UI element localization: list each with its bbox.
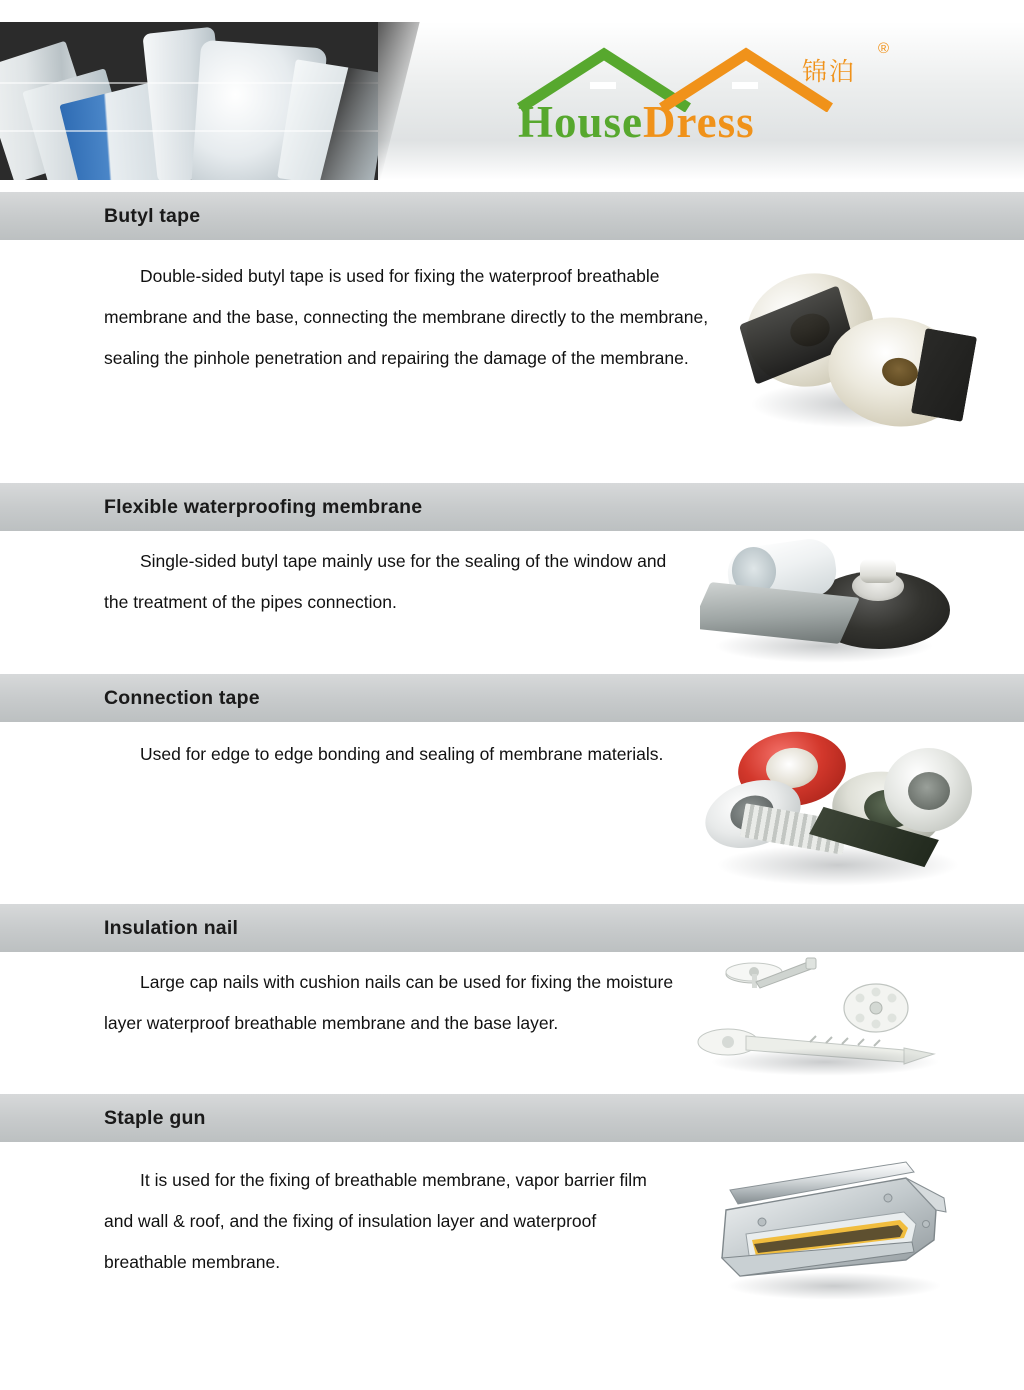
tape-roll-core <box>908 772 950 810</box>
pipe-collar-top <box>860 559 896 583</box>
section-body-butyl-tape <box>0 240 1024 483</box>
registered-trademark-icon: ® <box>878 40 890 57</box>
membrane-roll <box>277 59 378 180</box>
staple-gun-image <box>700 1154 980 1304</box>
section-body-staple-gun <box>0 1142 1024 1332</box>
logo-chinese-text: 锦泊 <box>802 57 857 86</box>
section-paragraph: Single-sided butyl tape mainly use for the sealing of the window and the treatment of the pipes connection. <box>104 551 667 612</box>
flexible-waterproofing-membrane-image <box>700 537 950 667</box>
photo-divider-line <box>0 130 378 132</box>
section-paragraph: It is used for the fixing of breathable membrane, vapor barrier film and wall & roof, and the fixing of insulation layer and waterproof breathable membrane. <box>104 1170 647 1272</box>
membrane-rolls-photo <box>0 22 378 180</box>
page-footer-spacer <box>0 1332 1024 1390</box>
section-header-butyl-tape <box>0 192 1024 240</box>
insulation-nail-image <box>690 952 980 1082</box>
section-body-connection-tape <box>0 722 1024 904</box>
logo-word-dress: Dress <box>643 97 755 147</box>
section-title: Flexible waterproofing membrane <box>104 495 423 518</box>
section-body-insulation-nail <box>0 952 1024 1094</box>
page-header <box>0 0 1024 192</box>
section-title: Butyl tape <box>104 204 201 227</box>
logo-wordmark <box>518 96 755 148</box>
brand-logo <box>512 40 932 170</box>
section-title: Connection tape <box>104 686 260 709</box>
logo-word-house: House <box>518 97 644 147</box>
butyl-tape-rolls-image <box>740 262 990 447</box>
section-paragraph: Large cap nails with cushion nails can be used for fixing the moisture layer waterproof breathable membrane and the base layer. <box>104 972 674 1033</box>
section-paragraph: Double-sided butyl tape is used for fixing the waterproof breathable membrane and the base, connecting the membrane directly to the membrane, sealing the pinhole penetration and repairing the damage of the membrane. <box>104 266 709 368</box>
section-header-connection-tape <box>0 674 1024 722</box>
section-title: Insulation nail <box>104 916 239 939</box>
section-header-insulation-nail <box>0 904 1024 952</box>
section-paragraph: Used for edge to edge bonding and sealing of membrane materials. <box>140 744 664 764</box>
photo-divider-line <box>0 82 378 84</box>
section-body-flexible-membrane <box>0 531 1024 674</box>
connection-tape-rolls-image <box>696 726 976 891</box>
section-header-staple-gun <box>0 1094 1024 1142</box>
section-title: Staple gun <box>104 1106 206 1129</box>
section-header-flexible-membrane <box>0 483 1024 531</box>
